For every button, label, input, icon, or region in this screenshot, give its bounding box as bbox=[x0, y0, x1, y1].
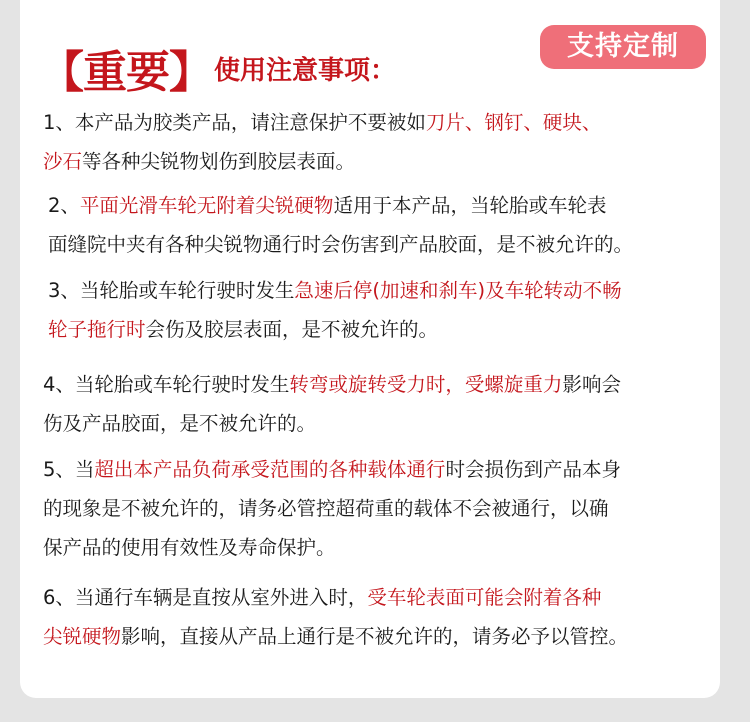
notice-item-1 bbox=[43, 103, 601, 181]
notice-item-3 bbox=[48, 271, 622, 349]
notice-item-2-line-1: 2、平面光滑车轮无附着尖锐硬物适用于本产品，当轮胎或车轮表 bbox=[48, 194, 607, 217]
notice-item-6-line-1: 6、当通行车辆是直按从室外进入时，受车轮表面可能会附着各种 bbox=[43, 586, 602, 609]
highlight-text: 转弯或旋转受力时，受螺旋重力 bbox=[289, 373, 563, 396]
notice-item-5-line-2: 的现象是不被允许的，请务必管控超荷重的载体不会被通行，以确 bbox=[43, 497, 609, 520]
highlight-text: 超出本产品负荷承受范围的各种载体通行 bbox=[94, 458, 446, 481]
notice-item-1-line-2: 沙石等各种尖锐物划伤到胶层表面。 bbox=[43, 150, 356, 173]
highlight-text: 尖锐硬物 bbox=[43, 625, 122, 648]
notice-item-3-line-2: 轮子拖行时会伤及胶层表面，是不被允许的。 bbox=[48, 318, 439, 341]
highlight-text: 平面光滑车轮无附着尖锐硬物 bbox=[79, 194, 334, 217]
highlight-text: 受车轮表面可能会附着各种 bbox=[367, 586, 602, 609]
notice-item-3-line-1: 3、当轮胎或车轮行驶时发生急速后停(加速和刹车)及车轮转动不畅 bbox=[48, 279, 622, 302]
notice-item-4-line-2: 伤及产品胶面，是不被允许的。 bbox=[43, 412, 317, 435]
title-important-tag: 【重要】 bbox=[40, 47, 212, 98]
notice-item-4 bbox=[43, 365, 621, 443]
notice-item-4-line-1: 4、当轮胎或车轮行驶时发生转弯或旋转受力时，受螺旋重力影响会 bbox=[43, 373, 621, 396]
highlight-text: 刀片、钢钉、硬块、 bbox=[425, 111, 602, 134]
highlight-text: 沙石 bbox=[43, 150, 83, 173]
title-text: 使用注意事项： bbox=[214, 55, 397, 86]
notice-item-5 bbox=[43, 450, 621, 567]
notice-item-1-line-1: 1、本产品为胶类产品，请注意保护不要被如刀片、钢钉、硬块、 bbox=[43, 111, 602, 134]
notice-item-2 bbox=[48, 186, 633, 264]
notice-item-2-line-2: 面缝院中夹有各种尖锐物通行时会伤害到产品胶面，是不被允许的。 bbox=[48, 233, 634, 256]
notice-item-6 bbox=[43, 578, 628, 656]
customization-badge: 支持定制 bbox=[540, 25, 706, 69]
highlight-text: 急速后停(加速和刹车)及车轮转动不畅 bbox=[294, 279, 622, 302]
notice-item-5-line-1: 5、当超出本产品负荷承受范围的各种载体通行时会损伤到产品本身 bbox=[43, 458, 621, 481]
page-title bbox=[40, 36, 396, 100]
notice-item-6-line-2: 尖锐硬物影响，直接从产品上通行是不被允许的，请务必予以管控。 bbox=[43, 625, 629, 648]
highlight-text: 轮子拖行时 bbox=[48, 318, 146, 341]
notice-item-5-line-3: 保产品的使用有效性及寿命保护。 bbox=[43, 536, 336, 559]
